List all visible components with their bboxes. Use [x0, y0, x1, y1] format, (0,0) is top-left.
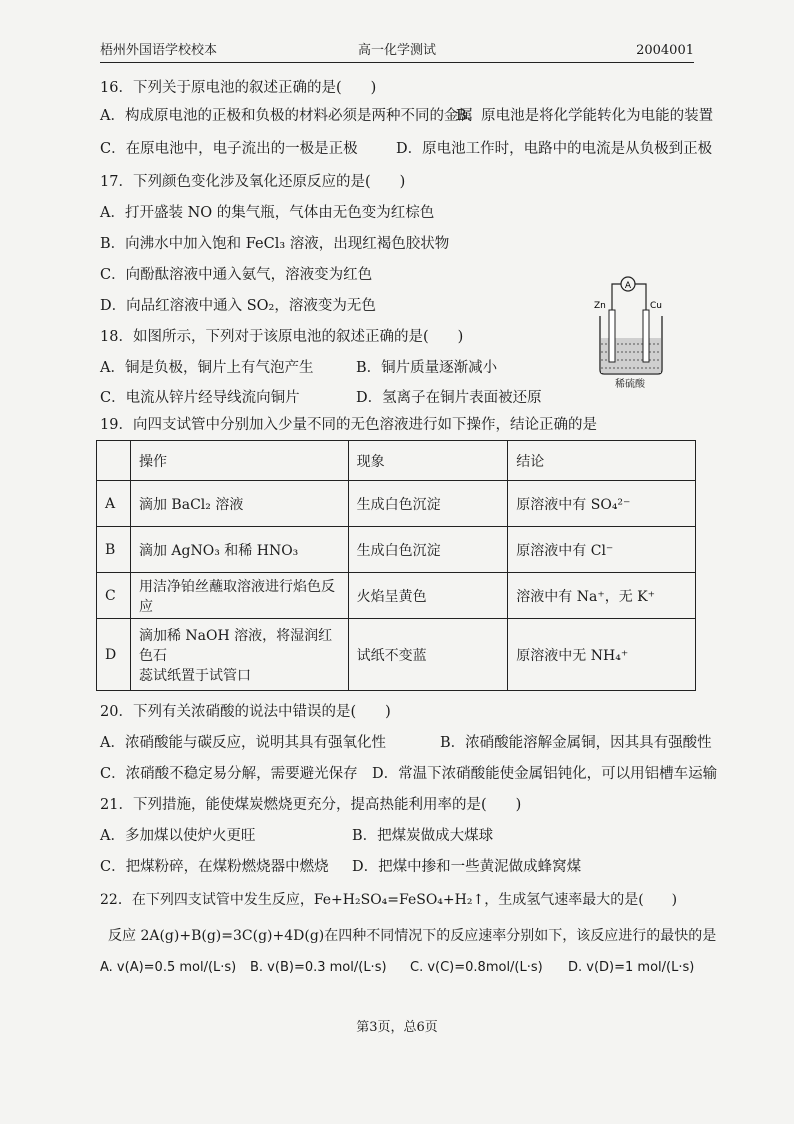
q17-stem: 17．下列颜色变化涉及氧化还原反应的是( ): [100, 174, 406, 190]
row-key: A: [97, 481, 131, 527]
q17-option-c: C．向酚酞溶液中通入氨气，溶液变为红色: [100, 267, 373, 283]
row-operation: 滴加 AgNO₃ 和稀 HNO₃: [130, 527, 348, 573]
q22-option-a: A. v(A)=0.5 mol/(L·s): [100, 960, 237, 975]
q21-option-b: B．把煤炭做成大煤球: [352, 828, 494, 844]
zn-electrode: [609, 310, 615, 362]
table-row: [97, 573, 696, 619]
row-operation: 滴加 BaCl₂ 溶液: [130, 481, 348, 527]
q18-option-d: D．氢离子在铜片表面被还原: [356, 390, 542, 406]
table-row: [97, 527, 696, 573]
q18-option-a: A．铜是负极，铜片上有气泡产生: [100, 360, 314, 376]
solution-label: 稀硫酸: [615, 379, 645, 390]
row-conclusion: 原溶液中无 NH₄⁺: [508, 619, 696, 691]
q16-option-a: A．构成原电池的正极和负极的材料必须是两种不同的金属: [100, 108, 473, 124]
q17-option-b: B．向沸水中加入饱和 FeCl₃ 溶液，出现红褐色胶状物: [100, 236, 450, 252]
row-conclusion: 原溶液中有 Cl⁻: [508, 527, 696, 573]
row-operation-line1: 滴加稀 NaOH 溶液，将湿润红色石: [138, 627, 333, 664]
q20-option-b: B．浓硝酸能溶解金属铜，因其具有强酸性: [440, 735, 712, 751]
exam-title: 高一化学测试: [357, 43, 437, 58]
q18-stem: 18．如图所示，下列对于该原电池的叙述正确的是( ): [100, 329, 464, 345]
q16-stem: 16．下列关于原电池的叙述正确的是( ): [100, 80, 377, 96]
q22-option-b: B. v(B)=0.3 mol/(L·s): [250, 960, 387, 975]
q20-stem: 20．下列有关浓硝酸的说法中错误的是( ): [100, 704, 391, 720]
q17-option-d: D．向品红溶液中通入 SO₂，溶液变为无色: [100, 298, 376, 314]
q21-option-a: A．多加煤以使炉火更旺: [100, 828, 256, 844]
zn-electrode-label: Zn: [594, 301, 606, 311]
q20-option-a: A．浓硝酸能与碳反应，说明其具有强氧化性: [100, 735, 386, 751]
q16-option-c: C．在原电池中，电子流出的一极是正极: [100, 141, 358, 157]
q18-option-c: C．电流从锌片经导线流向铜片: [100, 390, 300, 406]
q21-option-c: C．把煤粉碎，在煤粉燃烧器中燃烧: [100, 859, 329, 875]
q20-option-d: D．常温下浓硝酸能使金属铝钝化，可以用铝槽车运输: [372, 766, 718, 782]
q17-option-a: A．打开盛装 NO 的集气瓶，气体由无色变为红棕色: [100, 205, 435, 221]
table-header-cell: 结论: [508, 441, 696, 481]
table-header-cell: [97, 441, 131, 481]
q21-option-d: D．把煤中掺和一些黄泥做成蜂窝煤: [352, 859, 582, 875]
page-footer: 第3页，总6页: [356, 1020, 438, 1035]
q22-stem: 22．在下列四支试管中发生反应，Fe+H₂SO₄=FeSO₄+H₂↑，生成氢气速率最大的是( ): [100, 892, 678, 908]
row-phenomenon: 生成白色沉淀: [348, 527, 508, 573]
row-key: D: [97, 619, 131, 691]
q19-table: [96, 440, 696, 691]
q20-option-c: C．浓硝酸不稳定易分解，需要避光保存: [100, 766, 358, 782]
table-header-row: [97, 441, 696, 481]
table-row: [97, 481, 696, 527]
table-header-cell: 操作: [130, 441, 348, 481]
school-name: 梧州外国语学校校本: [100, 43, 218, 58]
row-phenomenon: 生成白色沉淀: [348, 481, 508, 527]
row-key: B: [97, 527, 131, 573]
row-conclusion: 原溶液中有 SO₄²⁻: [508, 481, 696, 527]
row-conclusion: 溶液中有 Na⁺，无 K⁺: [508, 573, 696, 619]
table-row: [97, 619, 696, 691]
row-operation: 用洁净铂丝蘸取溶液进行焰色反应: [130, 573, 348, 619]
row-phenomenon: 试纸不变蓝: [348, 619, 508, 691]
q21-stem: 21．下列措施，能使煤炭燃烧更充分，提高热能利用率的是( ): [100, 797, 522, 813]
exam-code: 2004001: [636, 43, 694, 58]
q22-option-c: C. v(C)=0.8mol/(L·s): [410, 960, 543, 975]
cu-electrode-label: Cu: [650, 301, 662, 311]
table-header-cell: 现象: [348, 441, 508, 481]
galvanic-cell-diagram: [592, 272, 672, 388]
row-key: C: [97, 573, 131, 619]
row-operation-line2: 蕊试纸置于试管口: [138, 667, 251, 684]
q22-option-d: D. v(D)=1 mol/(L·s): [568, 960, 695, 975]
q16-option-d: D．原电池工作时，电路中的电流是从负极到正极: [396, 141, 713, 157]
page-header: [100, 40, 694, 63]
row-operation: [130, 619, 348, 691]
ammeter-label: A: [624, 281, 632, 291]
q19-stem: 19．向四支试管中分别加入少量不同的无色溶液进行如下操作，结论正确的是: [100, 417, 597, 433]
row-phenomenon: 火焰呈黄色: [348, 573, 508, 619]
cu-electrode: [643, 310, 649, 362]
q22-reaction-line: 反应 2A(g)+B(g)=3C(g)+4D(g)在四种不同情况下的反应速率分别如下，该反应进行的最快的是: [108, 928, 717, 944]
q16-option-b: B．原电池是将化学能转化为电能的装置: [456, 108, 714, 124]
q18-option-b: B．铜片质量逐渐减小: [356, 360, 498, 376]
